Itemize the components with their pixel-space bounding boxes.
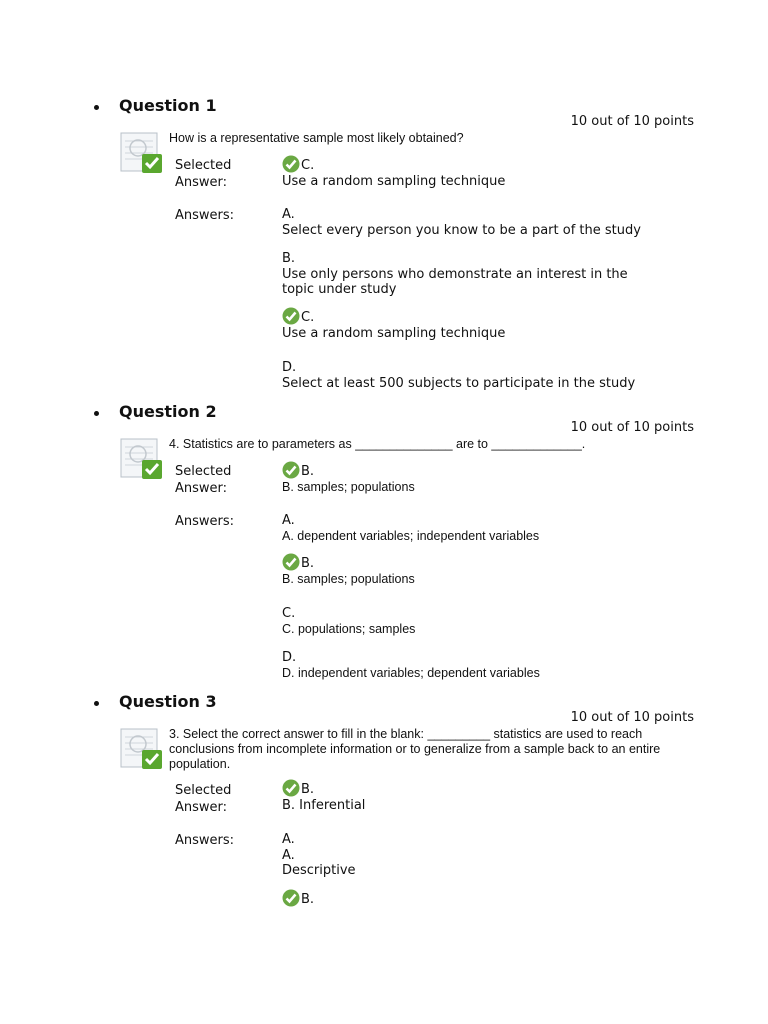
answer-letter: D. xyxy=(282,360,297,375)
selected-answer xyxy=(282,781,662,813)
answers-label: Answers: xyxy=(175,514,235,529)
selected-answer xyxy=(282,463,662,495)
answer-text: D. independent variables; dependent variables xyxy=(282,666,540,680)
answer-text: A. dependent variables; independent variables xyxy=(282,529,540,543)
selected-answer xyxy=(282,157,662,189)
answer-option xyxy=(282,512,662,544)
answer-letter: B. xyxy=(301,892,315,907)
question-points: 10 out of 10 points xyxy=(570,420,694,435)
question-title: Question 3 xyxy=(119,692,217,711)
question-title: Question 2 xyxy=(119,402,217,421)
green-check-icon xyxy=(282,461,300,479)
correct-answer-icon xyxy=(120,728,164,770)
question-text: 3. Select the correct answer to fill in the blank: _________ statistics are used to reach conclusions from incomplete information or to generalize from a sample back to an entire population. xyxy=(169,727,661,771)
answer-letter: B. xyxy=(301,782,315,797)
bullet xyxy=(94,411,99,416)
green-check-icon xyxy=(282,155,300,173)
answer-letter: B. xyxy=(301,464,315,479)
selected-answer-label: Selected Answer: xyxy=(175,464,232,496)
question-title: Question 1 xyxy=(119,96,217,115)
question-text: 4. Statistics are to parameters as ______________ are to _____________. xyxy=(169,437,586,451)
answer-text: Select every person you know to be a part of the study xyxy=(282,223,641,238)
question-points: 10 out of 10 points xyxy=(570,114,694,129)
answer-option-correct xyxy=(282,309,662,341)
green-check-icon xyxy=(282,779,300,797)
answers-label: Answers: xyxy=(175,833,235,848)
selected-answer-label: Selected Answer: xyxy=(175,783,232,815)
question-text: How is a representative sample most likely obtained? xyxy=(169,131,464,145)
bullet xyxy=(94,105,99,110)
answer-text: C. populations; samples xyxy=(282,622,416,636)
answer-option xyxy=(282,649,662,681)
bullet xyxy=(94,701,99,706)
answer-letter: D. xyxy=(282,650,297,665)
answer-option xyxy=(282,359,662,391)
answer-text: Use only persons who demonstrate an interest in the topic under study xyxy=(282,267,628,297)
green-check-icon xyxy=(282,553,300,571)
answer-text: B. samples; populations xyxy=(282,480,415,494)
answer-letter: B. xyxy=(282,251,296,266)
answer-letter: C. xyxy=(301,158,315,173)
answer-text: Use a random sampling technique xyxy=(282,326,506,341)
answer-letter: B. xyxy=(301,556,315,571)
answer-option-correct xyxy=(282,555,662,587)
answer-option xyxy=(282,250,662,297)
answer-text: A. Descriptive xyxy=(282,848,356,878)
answer-text: Select at least 500 subjects to participate in the study xyxy=(282,376,636,391)
answer-letter: A. xyxy=(282,832,295,847)
answer-text: B. samples; populations xyxy=(282,572,415,586)
selected-answer-label: Selected Answer: xyxy=(175,158,232,190)
answer-option xyxy=(282,831,662,878)
answers-label: Answers: xyxy=(175,208,235,223)
answer-letter: A. xyxy=(282,513,295,528)
answer-option-correct xyxy=(282,891,662,908)
correct-answer-icon xyxy=(120,132,164,174)
answer-option xyxy=(282,605,662,637)
answer-text: B. Inferential xyxy=(282,798,366,813)
answer-text: Use a random sampling technique xyxy=(282,174,506,189)
answer-option xyxy=(282,206,662,238)
green-check-icon xyxy=(282,889,300,907)
green-check-icon xyxy=(282,307,300,325)
answer-letter: A. xyxy=(282,207,295,222)
answer-letter: C. xyxy=(282,606,296,621)
question-points: 10 out of 10 points xyxy=(570,710,694,725)
correct-answer-icon xyxy=(120,438,164,480)
answer-letter: C. xyxy=(301,310,315,325)
